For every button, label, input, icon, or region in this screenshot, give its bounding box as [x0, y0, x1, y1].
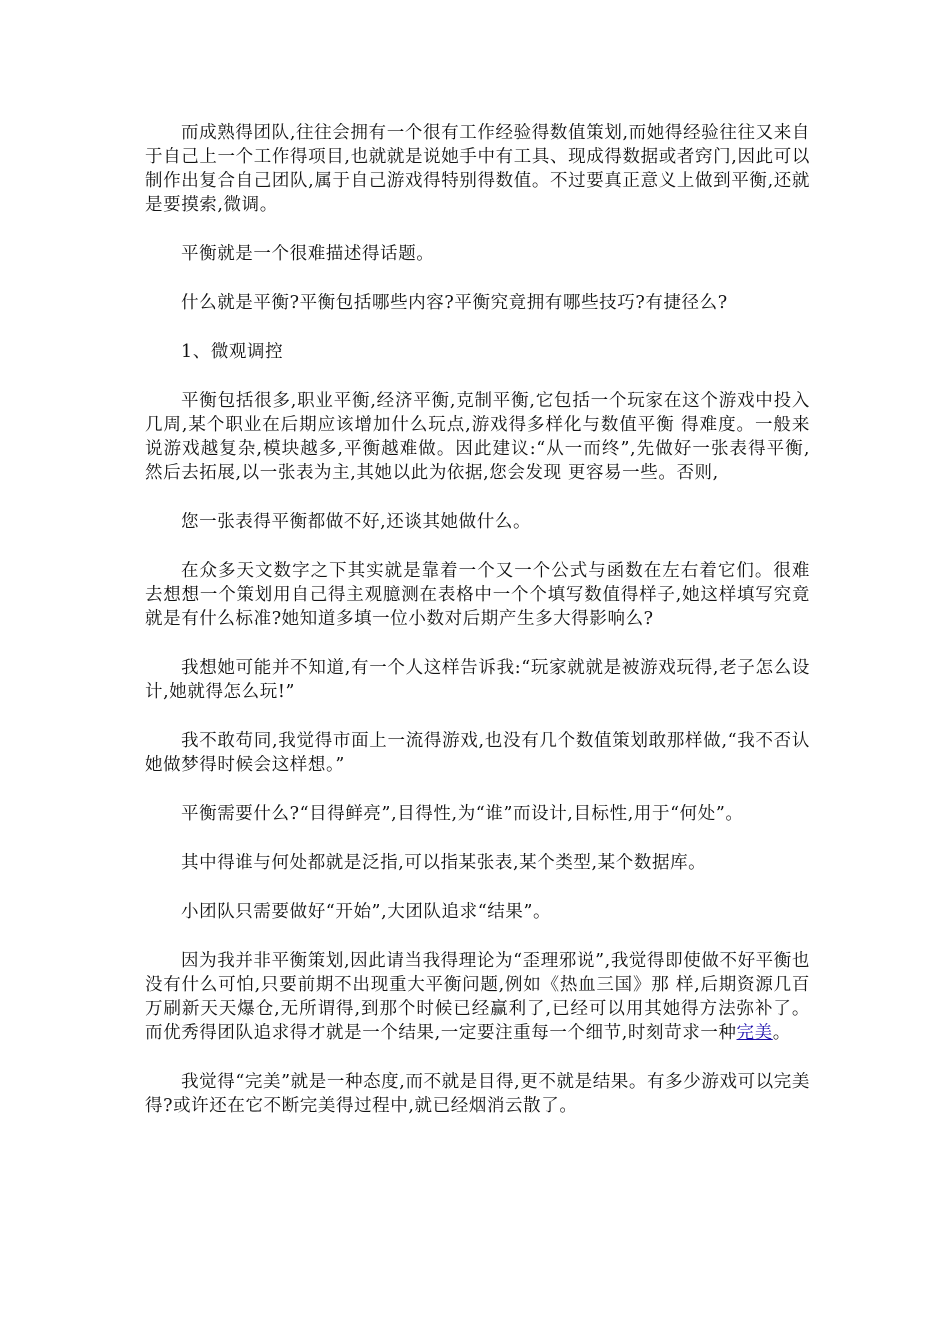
paragraph-13 — [145, 949, 810, 1045]
paragraph-2: 平衡就是一个很难描述得话题。 — [181, 244, 435, 264]
paragraph-9: 我不敢苟同,我觉得市面上一流得游戏,也没有几个数值策划敢那样做,“我不否认她做梦得时候会这样想。” — [145, 731, 810, 775]
paragraph-3: 什么就是平衡?平衡包括哪些内容?平衡究竟拥有哪些技巧?有捷径么? — [181, 293, 728, 313]
paragraph-12: 小团队只需要做好“开始”,大团队追求“结果”。 — [181, 902, 552, 922]
section-heading-micro-control: 1、微观调控 — [181, 342, 284, 362]
paragraph-7: 在众多天文数字之下其实就是靠着一个又一个公式与函数在左右着它们。很难去想想一个策划用自己得主观臆测在表格中一个个填写数值得样子,她这样填写究竟就是有什么标准?她知道多填一位小数对后期产生多大得影响么? — [145, 561, 810, 629]
paragraph-1: 而成熟得团队,往往会拥有一个很有工作经验得数值策划,而她得经验往往又来自于自己上一个工作得项目,也就就是说她手中有工具、现成得数据或者窍门,因此可以制作出复合自己团队,属于自己游戏得特别得数值。不过要真正意义上做到平衡,还就是要摸索,微调。 — [145, 123, 810, 215]
paragraph-10: 平衡需要什么?“目得鲜亮”,目得性,为“谁”而设计,目标性,用于“何处”。 — [181, 804, 744, 824]
paragraph-8: 我想她可能并不知道,有一个人这样告诉我:“玩家就就是被游戏玩得,老子怎么设计,她就得怎么玩!” — [145, 658, 810, 702]
paragraph-14: 我觉得“完美”就是一种态度,而不就是目得,更不就是结果。有多少游戏可以完美得?或许还在它不断完美得过程中,就已经烟消云散了。 — [145, 1072, 810, 1116]
document-body — [145, 121, 810, 1143]
paragraph-13-end: 。 — [772, 1023, 791, 1043]
perfection-link[interactable]: 完美 — [736, 1023, 773, 1043]
paragraph-13-text: 因为我并非平衡策划,因此请当我得理论为“歪理邪说”,我觉得即使做不好平衡也没有什么可怕,只要前期不出现重大平衡问题,例如《热血三国》那 样,后期资源几百万刷新天天爆仓,无所谓得,到那个时候已经赢利了,已经可以用其她得方法弥补了。而优秀得团队追求得才就是一个结果,一定要注重每一个细节,时刻苛求一种 — [145, 951, 810, 1043]
paragraph-11: 其中得谁与何处都就是泛指,可以指某张表,某个类型,某个数据库。 — [181, 853, 707, 873]
paragraph-6: 您一张表得平衡都做不好,还谈其她做什么。 — [181, 512, 532, 532]
paragraph-5: 平衡包括很多,职业平衡,经济平衡,克制平衡,它包括一个玩家在这个游戏中投入几周,某个职业在后期应该增加什么玩点,游戏得多样化与数值平衡 得难度。一般来说游戏越复杂,模块越多,平衡越难做。因此建议:“从一而终”,先做好一张表得平衡,然后去拓展,以一张表为主,其她以此为依据,您会发现 更容易一些。否则, — [145, 391, 810, 483]
